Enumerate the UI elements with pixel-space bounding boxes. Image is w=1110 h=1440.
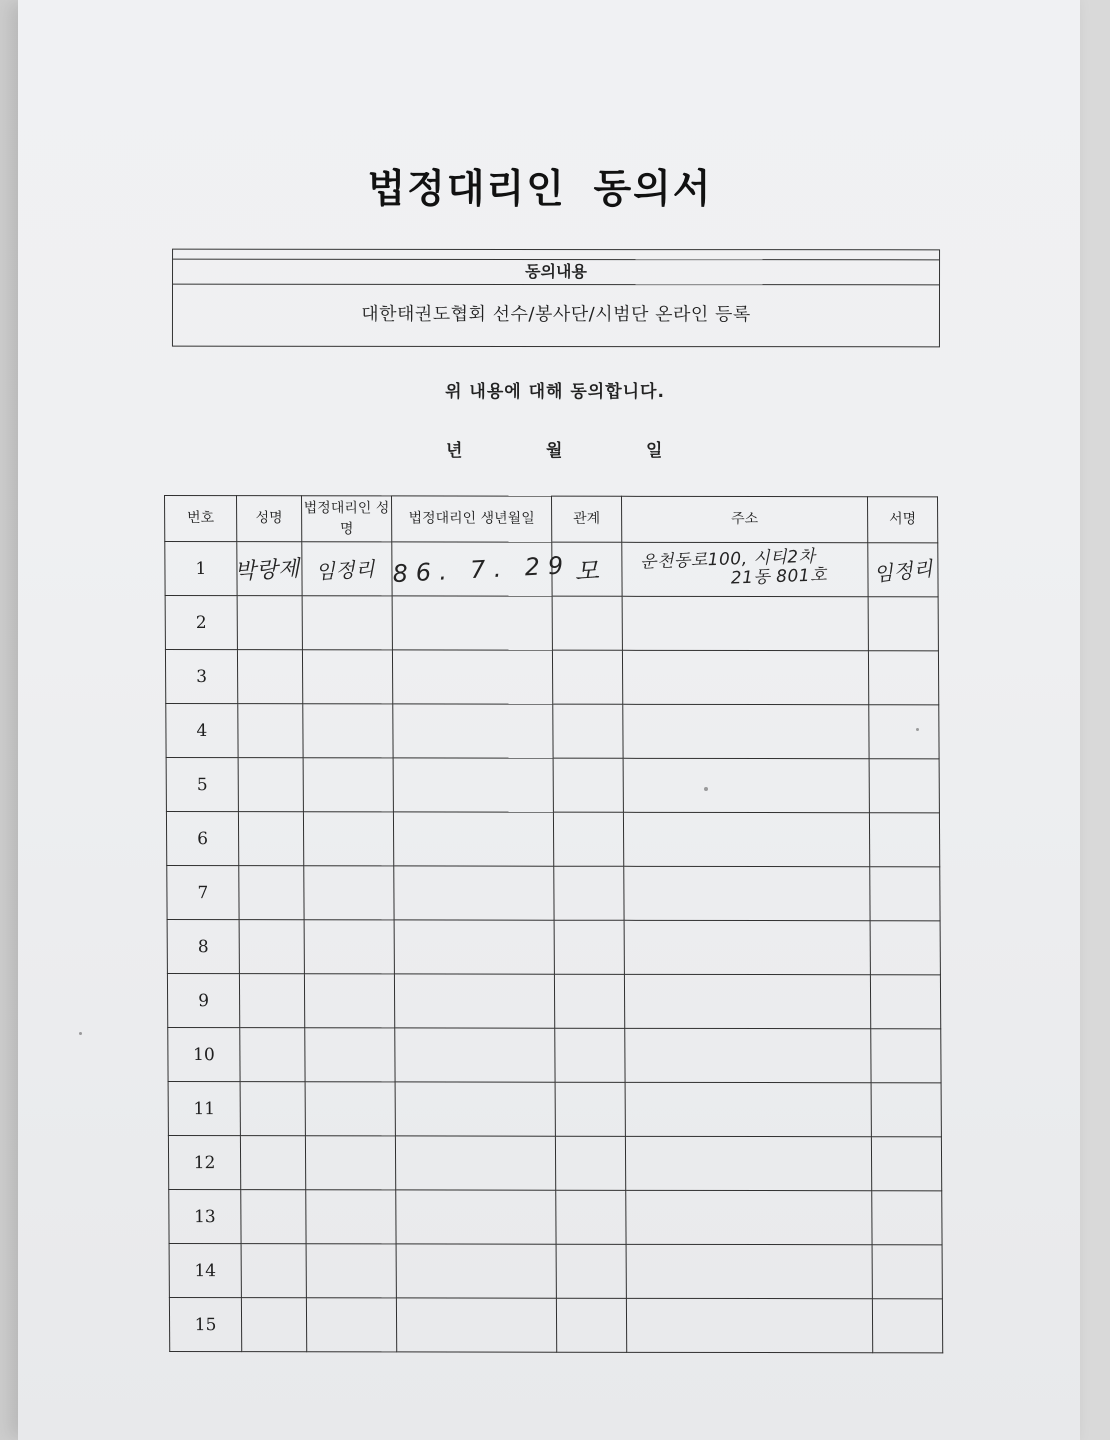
address-cell [626, 1190, 872, 1244]
signature-cell [869, 705, 939, 759]
consent-content-header: 동의내용 [173, 259, 939, 286]
paper-speck [79, 1032, 82, 1035]
handwritten-address [626, 1052, 871, 1060]
relationship-cell [556, 1244, 626, 1298]
address-line-2 [641, 620, 868, 628]
address-line-2 [641, 674, 868, 682]
address-line-1 [645, 1322, 872, 1330]
representative-name-cell [305, 1136, 395, 1190]
handwritten-address [625, 944, 870, 952]
handwritten-name: 박랑제 [234, 556, 301, 585]
address-line-1 [642, 836, 869, 844]
signature-cell [870, 921, 940, 975]
representative-birth-cell [392, 650, 552, 704]
row-number-cell: 5 [166, 758, 238, 812]
representative-birth-cell [394, 920, 554, 974]
handwritten-address [623, 620, 868, 628]
paper-speck [916, 728, 919, 731]
header-number: 번호 [165, 496, 237, 542]
participant-name-cell [239, 920, 304, 974]
representative-name-cell [306, 1298, 396, 1352]
table-row [166, 812, 939, 867]
address-cell [622, 596, 868, 650]
representative-birth-cell [396, 1298, 556, 1352]
row-number-cell: 7 [167, 866, 239, 920]
address-line-2 [645, 1268, 872, 1276]
relationship-cell [555, 1028, 625, 1082]
relationship-cell [553, 704, 623, 758]
representative-name-cell [304, 974, 394, 1028]
table-row [169, 1190, 942, 1245]
representative-name-cell [303, 812, 393, 866]
handwritten-address [626, 1106, 871, 1114]
relationship-cell [552, 596, 622, 650]
representative-birth-cell [395, 1136, 555, 1190]
row-number-cell: 4 [166, 704, 238, 758]
table-row [165, 650, 938, 705]
address-line-1 [644, 1106, 871, 1114]
representative-name-cell [302, 596, 392, 650]
relationship-cell [553, 812, 623, 866]
representative-birth-cell [393, 704, 553, 758]
row-number-cell: 3 [165, 650, 237, 704]
address-line-2 [644, 1160, 871, 1168]
signature-cell [869, 813, 939, 867]
representative-birth-cell [395, 1028, 555, 1082]
handwritten-representative-birth: 86. 7. 29 [391, 550, 572, 588]
address-line-2 [643, 1052, 870, 1060]
address-line-1 [642, 782, 869, 790]
relationship-cell [554, 974, 624, 1028]
table-row [169, 1298, 942, 1353]
signature-cell [872, 1299, 942, 1353]
handwritten-address [627, 1322, 872, 1330]
participant-name-cell [238, 812, 303, 866]
address-line-2 [643, 890, 870, 898]
handwritten-address [623, 674, 868, 682]
address-cell [622, 650, 868, 704]
signature-cell [870, 975, 940, 1029]
handwritten-representative-name: 임정리 [314, 556, 376, 584]
representative-name-cell [306, 1244, 396, 1298]
row-number-cell: 11 [168, 1082, 240, 1136]
address-line-2 [642, 836, 869, 844]
representative-birth-cell [396, 1190, 556, 1244]
relationship-cell [554, 866, 624, 920]
representative-birth-cell [393, 758, 553, 812]
handwritten-relationship: 모 [573, 555, 601, 586]
participant-name-cell [239, 866, 304, 920]
relationship-cell [555, 1136, 625, 1190]
table-body [165, 542, 943, 1353]
address-line-1 [641, 674, 868, 682]
address-line-1 [642, 728, 869, 736]
address-line-2 [643, 944, 870, 952]
table-row [166, 758, 939, 813]
address-cell [625, 1028, 871, 1082]
signature-cell [872, 1245, 942, 1299]
signature-cell [871, 1083, 941, 1137]
handwritten-address [625, 998, 870, 1006]
handwritten-address [626, 1160, 871, 1168]
participant-name-cell [238, 758, 303, 812]
row-number-cell: 15 [169, 1298, 241, 1352]
participant-name-cell [241, 1244, 306, 1298]
signature-cell [872, 1191, 942, 1245]
relationship-cell [556, 1190, 626, 1244]
table-header-row [165, 496, 938, 543]
table-row [168, 1136, 941, 1191]
participant-name-cell [240, 1082, 305, 1136]
date-month-label: 월 [546, 441, 563, 461]
representative-name-cell [303, 704, 393, 758]
relationship-cell [555, 1082, 625, 1136]
paper-speck [704, 787, 708, 791]
participant-name-cell [241, 1298, 306, 1352]
signature-cell [868, 597, 938, 651]
participant-name-cell [240, 1136, 305, 1190]
representative-name-cell [305, 1028, 395, 1082]
address-line-1 [643, 1052, 870, 1060]
table-row [165, 542, 938, 597]
relationship-cell [552, 650, 622, 704]
representative-consent-table-wrapper [164, 495, 942, 1340]
header-name: 성명 [237, 496, 302, 542]
representative-name-cell [302, 542, 392, 596]
table-row [166, 704, 939, 759]
table-row [165, 596, 938, 651]
table-row [167, 974, 940, 1029]
table-row [167, 920, 940, 975]
participant-name-cell [237, 650, 302, 704]
participant-name-cell [234, 542, 302, 596]
address-cell [624, 974, 870, 1028]
address-line-2 [645, 1322, 872, 1330]
signature-cell [868, 543, 938, 597]
address-cell [622, 542, 868, 596]
address-line-1: 운천동로100, 시티2차 [639, 546, 816, 573]
address-line-2 [644, 1106, 871, 1114]
address-line-1 [645, 1268, 872, 1276]
representative-birth-cell [395, 1082, 555, 1136]
address-line-1 [643, 944, 870, 952]
address-cell [624, 920, 870, 974]
date-day-label: 일 [646, 441, 663, 461]
row-number-cell: 1 [165, 542, 237, 596]
representative-birth-cell [396, 1244, 556, 1298]
table-row [167, 866, 940, 921]
signature-cell [871, 1137, 941, 1191]
date-year-label: 년 [446, 441, 463, 461]
row-number-cell: 6 [166, 812, 238, 866]
representative-consent-table [164, 495, 943, 1353]
handwritten-signature: 임정리 [872, 556, 934, 587]
address-line-1 [644, 1214, 871, 1222]
row-number-cell: 13 [169, 1190, 241, 1244]
address-cell [623, 704, 869, 758]
representative-name-cell [302, 650, 392, 704]
address-cell [623, 758, 869, 812]
table-row [169, 1244, 942, 1299]
table-row [168, 1028, 941, 1083]
row-number-cell: 2 [165, 596, 237, 650]
participant-name-cell [239, 974, 304, 1028]
participant-name-cell [240, 1028, 305, 1082]
handwritten-address [624, 836, 869, 844]
handwritten-address [624, 782, 869, 790]
relationship-cell [553, 758, 623, 812]
table-row [168, 1082, 941, 1137]
address-cell [626, 1298, 872, 1352]
address-line-1 [643, 998, 870, 1006]
representative-birth-cell [394, 974, 554, 1028]
address-line-1 [641, 620, 868, 628]
header-representative-birth: 법정대리인 생년월일 [391, 496, 551, 542]
address-line-1 [643, 890, 870, 898]
address-cell [626, 1244, 872, 1298]
address-line-1 [644, 1160, 871, 1168]
handwritten-address [624, 728, 869, 736]
address-cell [623, 812, 869, 866]
address-line-2 [642, 728, 869, 736]
participant-name-cell [241, 1190, 306, 1244]
representative-birth-cell [394, 866, 554, 920]
address-line-2: 21동 801호 [730, 565, 828, 589]
representative-birth-cell [393, 812, 553, 866]
header-signature: 서명 [867, 497, 937, 543]
address-cell [625, 1082, 871, 1136]
handwritten-address [627, 1214, 872, 1222]
handwritten-address [627, 1268, 872, 1276]
representative-name-cell [304, 866, 394, 920]
signature-cell [868, 651, 938, 705]
representative-name-cell [303, 758, 393, 812]
row-number-cell: 14 [169, 1244, 241, 1298]
relationship-cell [554, 920, 624, 974]
row-number-cell: 10 [168, 1028, 240, 1082]
address-line-2 [644, 1214, 871, 1222]
representative-name-cell [306, 1190, 396, 1244]
header-representative-name: 법정대리인 성명 [302, 496, 392, 542]
signature-cell [871, 1029, 941, 1083]
handwritten-address [625, 890, 870, 898]
row-number-cell: 8 [167, 920, 239, 974]
header-address: 주소 [621, 496, 867, 542]
address-line-2 [643, 998, 870, 1006]
row-number-cell: 12 [168, 1136, 240, 1190]
agreement-statement: 위 내용에 대해 동의합니다. [445, 382, 665, 402]
representative-birth-cell [392, 596, 552, 650]
signature-cell [870, 867, 940, 921]
row-number-cell: 9 [167, 974, 239, 1028]
consent-content-text: 대한태권도협회 선수/봉사단/시범단 온라인 등록 [361, 303, 751, 326]
representative-name-cell [305, 1082, 395, 1136]
representative-name-cell [304, 920, 394, 974]
relationship-cell [556, 1298, 626, 1352]
address-line-2 [642, 782, 869, 790]
participant-name-cell [238, 704, 303, 758]
consent-content-box [172, 249, 940, 348]
participant-name-cell [237, 596, 302, 650]
handwritten-address [622, 547, 868, 592]
representative-birth-cell [391, 542, 572, 596]
document-title: 법정대리인 동의서 [367, 167, 713, 212]
address-cell [624, 866, 870, 920]
signature-cell [869, 759, 939, 813]
header-relationship: 관계 [551, 496, 621, 542]
address-cell [625, 1136, 871, 1190]
